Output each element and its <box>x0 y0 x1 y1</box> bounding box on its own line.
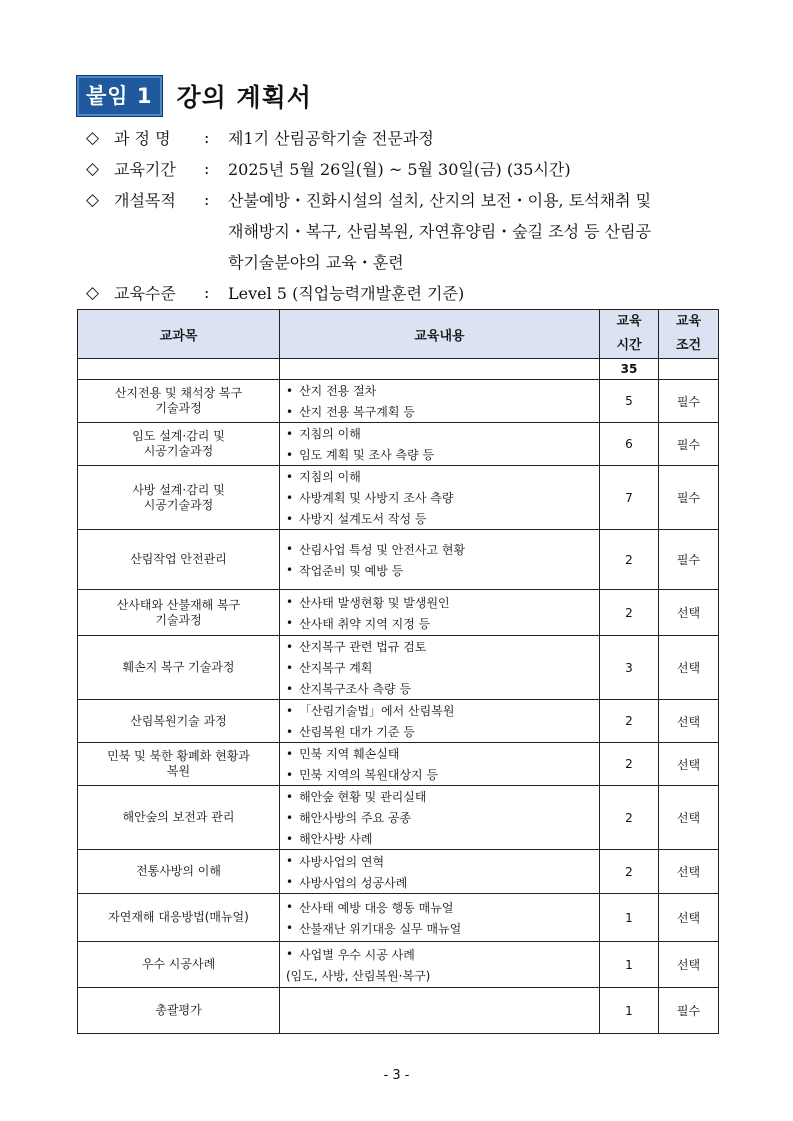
subject-line: 자연재해 대응방법(매뉴얼) <box>108 910 249 924</box>
period-value: 2025년 5월 26일(월) ~ 5월 30일(금) (35시간) <box>228 160 571 179</box>
subject-line: 시공기술과정 <box>143 444 214 458</box>
content-bullet: • 민북 지역 훼손실태 <box>286 743 599 764</box>
content-bullet: • 산사태 발생현황 및 발생원인 <box>286 592 599 613</box>
diamond-bullet-icon: ◇ <box>86 127 100 148</box>
content-bullet: • 산지 전용 절차 <box>286 380 599 401</box>
content-bullet: • 사방사업의 연혁 <box>286 851 599 872</box>
subject-line: 산림작업 안전관리 <box>130 552 227 566</box>
content-bullet: • 산사태 예방 대응 행동 매뉴얼 <box>286 897 599 918</box>
condition-cell: 선택 <box>659 590 719 636</box>
hours-cell: 2 <box>600 590 659 636</box>
content-bullet: • 사업별 우수 시공 사례 <box>286 944 599 965</box>
table-row <box>78 942 719 988</box>
subject-line: 우수 시공사례 <box>141 957 216 971</box>
hours-cell: 7 <box>600 466 659 530</box>
subject-line: 총괄평가 <box>155 1003 202 1017</box>
content-cell <box>280 942 600 988</box>
content-cell <box>280 743 600 786</box>
subject-cell <box>78 850 280 894</box>
hours-cell: 1 <box>600 894 659 942</box>
content-bullet: • 지침의 이해 <box>286 466 599 487</box>
hours-cell: 2 <box>600 743 659 786</box>
subject-cell <box>78 636 280 700</box>
purpose-line-3: 학기술분야의 교육・훈련 <box>228 253 404 272</box>
total-hours: 35 <box>600 359 659 380</box>
subject-line: 임도 설계·감리 및 <box>132 429 225 443</box>
content-bullet: • 「산림기술법」에서 산림복원 <box>286 700 599 721</box>
condition-cell: 필수 <box>659 423 719 466</box>
hours-cell: 6 <box>600 423 659 466</box>
info-purpose: ◇ 개설목적 : 산불예방・진화시설의 설치, 산지의 보전・이용, 토석채취 및 <box>86 189 652 210</box>
diamond-bullet-icon: ◇ <box>86 189 100 210</box>
content-cell <box>280 700 600 743</box>
page-number: - 3 - <box>383 1068 410 1083</box>
table-row <box>78 423 719 466</box>
subject-line: 기술과정 <box>155 401 202 415</box>
subject-cell <box>78 894 280 942</box>
hours-cell: 2 <box>600 700 659 743</box>
table-row <box>78 700 719 743</box>
content-bullet: • 해안사방 사례 <box>286 828 599 849</box>
hours-cell: 1 <box>600 988 659 1034</box>
condition-cell: 필수 <box>659 530 719 590</box>
purpose-line-2: 재해방지・복구, 산림복원, 자연휴양림・숲길 조성 등 산림공 <box>228 222 652 241</box>
condition-cell: 선택 <box>659 743 719 786</box>
content-note: (임도, 사방, 산림복원·복구) <box>286 968 431 983</box>
hours-cell: 2 <box>600 786 659 850</box>
course-plan-table <box>77 309 719 1034</box>
content-cell <box>280 636 600 700</box>
condition-cell: 필수 <box>659 380 719 423</box>
content-cell <box>280 466 600 530</box>
subject-line: 시공기술과정 <box>143 497 214 512</box>
purpose-line-1: 산불예방・진화시설의 설치, 산지의 보전・이용, 토석채취 및 <box>228 191 652 210</box>
content-bullet: • 산림사업 특성 및 안전사고 현황 <box>286 539 599 560</box>
content-cell <box>280 850 600 894</box>
content-bullet: • 민북 지역의 복원대상지 등 <box>286 764 599 785</box>
subject-cell <box>78 466 280 530</box>
subject-line: 복원 <box>166 764 191 778</box>
total-row <box>78 359 719 380</box>
subject-line: 민북 및 북한 황폐화 현황과 <box>107 749 250 763</box>
subject-line: 기술과정 <box>155 612 202 627</box>
content-bullet: • 산림복원 대가 기준 등 <box>286 721 599 742</box>
content-cell <box>280 894 600 942</box>
condition-cell: 선택 <box>659 850 719 894</box>
subject-cell <box>78 700 280 743</box>
content-cell <box>280 786 600 850</box>
table-row <box>78 786 719 850</box>
subject-line: 전통사방의 이해 <box>136 864 221 878</box>
content-bullet: • 산지복구 관련 법규 검토 <box>286 636 599 657</box>
subject-cell <box>78 380 280 423</box>
content-bullet: • 작업준비 및 예방 등 <box>286 560 599 581</box>
diamond-bullet-icon: ◇ <box>86 158 100 179</box>
table-row <box>78 466 719 530</box>
hours-cell: 1 <box>600 942 659 988</box>
content-cell <box>280 530 600 590</box>
table-row <box>78 590 719 636</box>
table-row <box>78 894 719 942</box>
info-level: ◇ 교육수준 : Level 5 (직업능력개발훈련 기준) <box>86 282 465 303</box>
content-bullet: • 산사태 취약 지역 지정 등 <box>286 613 599 634</box>
info-section <box>86 122 736 308</box>
course-value: 제1기 산림공학기술 전문과정 <box>228 129 434 148</box>
content-cell <box>280 988 600 1034</box>
content-bullet: • 산지 전용 복구계획 등 <box>286 401 599 422</box>
purpose-label: 개설목적 <box>114 191 176 210</box>
attachment-badge: 붙임 1 <box>76 75 163 117</box>
header-condition: 교육 조건 <box>659 310 719 359</box>
hours-cell: 3 <box>600 636 659 700</box>
subject-line: 사방 설계·감리 및 <box>132 482 225 497</box>
content-cell <box>280 380 600 423</box>
table-row <box>78 743 719 786</box>
subject-cell <box>78 942 280 988</box>
content-bullet: • 사방지 설계도서 작성 등 <box>286 508 599 529</box>
diamond-bullet-icon: ◇ <box>86 282 100 303</box>
subject-line: 산사태와 산불재해 복구 <box>116 597 241 612</box>
level-label: 교육수준 <box>114 284 176 303</box>
condition-cell: 필수 <box>659 466 719 530</box>
course-label: 과 정 명 <box>114 129 171 148</box>
hours-cell: 2 <box>600 530 659 590</box>
info-period: ◇ 교육기간 : 2025년 5월 26일(월) ~ 5월 30일(금) (35시간) <box>86 158 571 179</box>
level-value: Level 5 (직업능력개발훈련 기준) <box>228 284 465 303</box>
table-row <box>78 530 719 590</box>
condition-cell: 필수 <box>659 988 719 1034</box>
subject-line: 산지전용 및 채석장 복구 <box>114 386 243 400</box>
subject-cell <box>78 530 280 590</box>
content-bullet: • 사방사업의 성공사례 <box>286 872 599 893</box>
header-hours: 교육 시간 <box>600 310 659 359</box>
subject-line: 훼손지 복구 기술과정 <box>122 660 235 674</box>
condition-cell: 선택 <box>659 786 719 850</box>
condition-cell: 선택 <box>659 942 719 988</box>
table-row <box>78 988 719 1034</box>
content-bullet: • 산지복구조사 측량 등 <box>286 678 599 699</box>
hours-cell: 5 <box>600 380 659 423</box>
table-row <box>78 850 719 894</box>
subject-cell <box>78 786 280 850</box>
page-title: 강의 계획서 <box>176 83 312 112</box>
content-bullet: • 사방계획 및 사방지 조사 측량 <box>286 487 599 508</box>
content-bullet: • 해안숲 현황 및 관리실태 <box>286 786 599 807</box>
hours-cell: 2 <box>600 850 659 894</box>
header-subject: 교과목 <box>78 310 280 359</box>
condition-cell: 선택 <box>659 700 719 743</box>
subject-cell <box>78 988 280 1034</box>
header-content: 교육내용 <box>280 310 600 359</box>
table-row <box>78 636 719 700</box>
content-bullet: • 임도 계획 및 조사 측량 등 <box>286 444 599 465</box>
subject-line: 해안숲의 보전과 관리 <box>122 810 235 824</box>
subject-cell <box>78 590 280 636</box>
info-course: ◇ 과 정 명 : 제1기 산림공학기술 전문과정 <box>86 127 434 148</box>
content-bullet: • 산지복구 계획 <box>286 657 599 678</box>
content-cell <box>280 423 600 466</box>
subject-cell <box>78 743 280 786</box>
content-bullet: • 해안사방의 주요 공종 <box>286 807 599 828</box>
period-label: 교육기간 <box>114 160 176 179</box>
table-header-row <box>78 310 719 359</box>
content-bullet: • 지침의 이해 <box>286 423 599 444</box>
table-row <box>78 380 719 423</box>
condition-cell: 선택 <box>659 894 719 942</box>
content-cell <box>280 590 600 636</box>
subject-line: 산림복원기술 과정 <box>130 713 227 728</box>
content-bullet: • 산불재난 위기대응 실무 매뉴얼 <box>286 918 599 939</box>
title-row <box>76 74 312 118</box>
subject-cell <box>78 423 280 466</box>
condition-cell: 선택 <box>659 636 719 700</box>
